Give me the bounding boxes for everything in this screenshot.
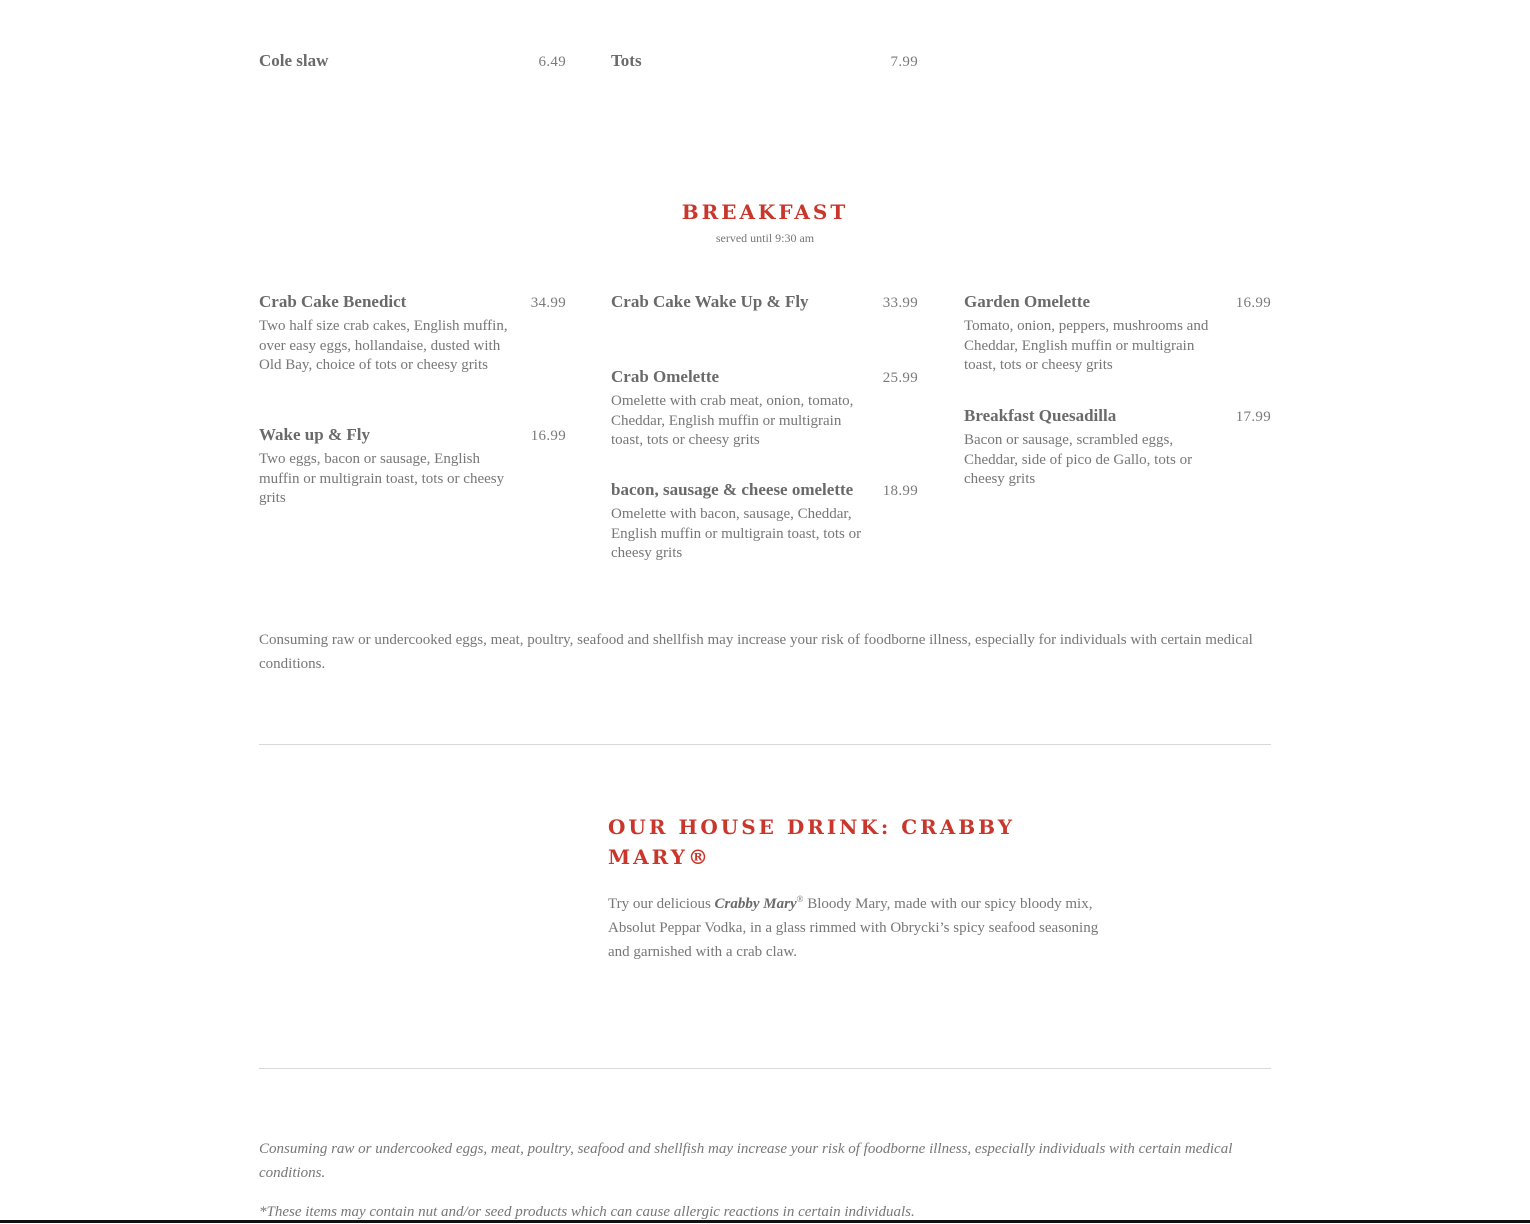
item-price: 6.49 — [538, 54, 566, 70]
item-price: 17.99 — [1235, 409, 1271, 425]
item-name: Cole slaw — [259, 51, 329, 70]
item-name: Breakfast Quesadilla — [964, 406, 1117, 425]
registered-mark: ® — [796, 894, 804, 904]
sides-row — [259, 50, 1271, 80]
breakfast-disclaimer: Consuming raw or undercooked eggs, meat, poultry, seafood and shellfish may increase your risk of foodborne illness, especially for individuals with certain medical conditions. — [259, 632, 1253, 672]
item-description: Omelette with crab meat, onion, tomato, Cheddar, English muffin or multigrain toast, tots or cheesy grits — [611, 393, 854, 448]
side-item-cole-slaw — [259, 50, 566, 72]
item-description: Omelette with bacon, sausage, Cheddar, English muffin or multigrain toast, tots or cheesy grits — [611, 506, 862, 561]
item-price: 16.99 — [530, 428, 566, 444]
menu-item-crab-cake-wake-up-and-fly — [611, 291, 918, 313]
item-price: 18.99 — [882, 483, 918, 499]
item-price: 16.99 — [1235, 295, 1271, 311]
item-price: 25.99 — [882, 370, 918, 386]
menu-item-crab-cake-benedict — [259, 291, 566, 376]
item-name: Crab Cake Benedict — [259, 292, 407, 311]
item-description: Two eggs, bacon or sausage, English muffin or multigrain toast, tots or cheesy grits — [259, 451, 505, 506]
item-name: Crab Omelette — [611, 367, 720, 386]
house-drink-title: OUR HOUSE DRINK: CRABBY MARY® — [608, 815, 1015, 869]
item-name: Crab Cake Wake Up & Fly — [611, 292, 809, 311]
side-item-tots — [611, 50, 918, 72]
item-name: Tots — [611, 51, 642, 70]
menu-item-wake-up-and-fly — [259, 424, 566, 509]
menu-item-breakfast-quesadilla — [964, 405, 1271, 490]
item-price: 34.99 — [530, 295, 566, 311]
menu-item-crab-omelette — [611, 366, 918, 451]
item-description: Two half size crab cakes, English muffin, over easy eggs, hollandaise, dusted with Old Bay, choice of tots or cheesy grits — [259, 318, 508, 373]
allergy-note: *These items may contain nut and/or seed products which can cause allergic reactions in certain individuals. — [259, 1204, 915, 1220]
drink-text-body: Bloody Mary, made with our spicy bloody mix, Absolut Peppar Vodka, in a glass rimmed with Obrycki’s spicy seafood seasoning and garnished with a crab claw. — [608, 896, 1099, 960]
breakfast-title: BREAKFAST — [681, 200, 849, 224]
item-description: Tomato, onion, peppers, mushrooms and Cheddar, English muffin or multigrain toast, tots or cheesy grits — [964, 318, 1209, 373]
menu-item-bacon-sausage-cheese-omelette — [611, 479, 918, 564]
item-name: Wake up & Fly — [259, 425, 370, 444]
item-price: 7.99 — [890, 54, 918, 70]
drink-brand-name: Crabby Mary — [714, 896, 797, 912]
item-description: Bacon or sausage, scrambled eggs, Cheddar, side of pico de Gallo, tots or cheesy grits — [964, 432, 1193, 487]
drink-text-intro: Try our delicious — [608, 896, 715, 912]
divider — [259, 1068, 1271, 1069]
item-price: 33.99 — [882, 295, 918, 311]
breakfast-subtitle: served until 9:30 am — [715, 231, 815, 245]
item-name: bacon, sausage & cheese omelette — [611, 480, 854, 499]
menu-item-garden-omelette — [964, 291, 1271, 376]
item-name: Garden Omelette — [964, 292, 1091, 311]
house-drink-description — [608, 887, 1108, 964]
divider — [259, 744, 1271, 745]
foodborne-illness-note: Consuming raw or undercooked eggs, meat, poultry, seafood and shellfish may increase your risk of foodborne illness, especially individuals with certain medical conditions. — [259, 1141, 1233, 1181]
